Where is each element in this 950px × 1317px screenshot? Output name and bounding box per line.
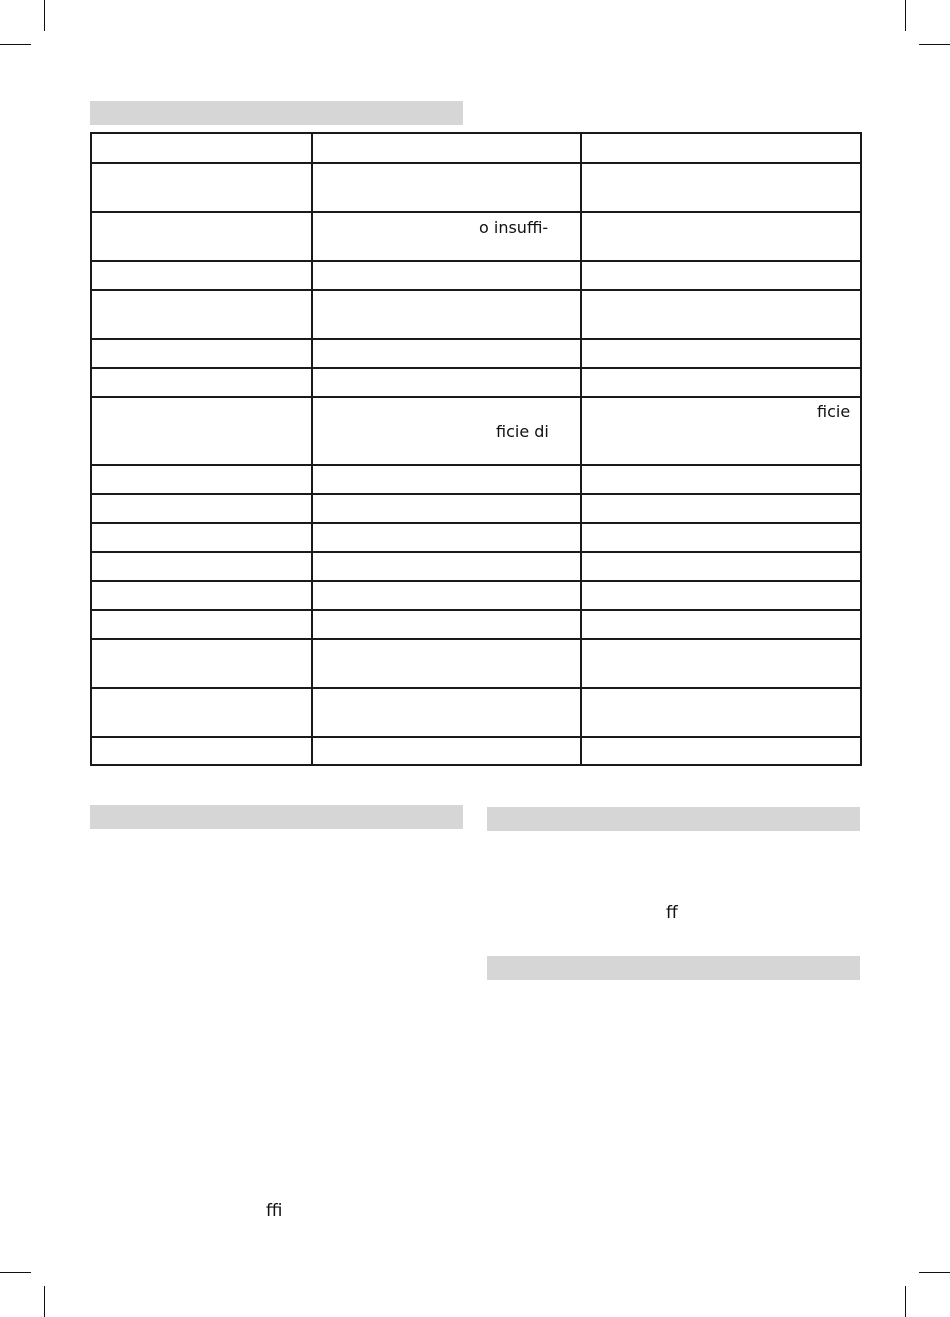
cell-text-fragment: ficie bbox=[817, 402, 851, 421]
table-cell bbox=[581, 688, 861, 737]
table-cell bbox=[581, 133, 861, 163]
table-cell bbox=[312, 212, 581, 261]
table-cell bbox=[312, 688, 581, 737]
table-cell bbox=[312, 290, 581, 339]
crop-mark-top-left-vertical bbox=[44, 0, 45, 31]
table-cell bbox=[312, 552, 581, 581]
troubleshooting-table bbox=[90, 132, 862, 766]
table-cell bbox=[581, 368, 861, 397]
table-cell bbox=[91, 494, 312, 523]
table-row bbox=[91, 523, 861, 552]
table-cell bbox=[91, 212, 312, 261]
table-cell bbox=[91, 610, 312, 639]
left-section-heading-bar bbox=[90, 805, 463, 829]
table-cell bbox=[581, 397, 861, 465]
left-section-text-fragment: ffi bbox=[266, 1201, 283, 1221]
table-cell bbox=[312, 133, 581, 163]
crop-mark-bottom-left-vertical bbox=[44, 1286, 45, 1317]
table-row bbox=[91, 465, 861, 494]
table-cell bbox=[312, 339, 581, 368]
table-row bbox=[91, 368, 861, 397]
table-row bbox=[91, 688, 861, 737]
table-cell bbox=[91, 639, 312, 688]
table-cell bbox=[581, 552, 861, 581]
table-cell bbox=[91, 397, 312, 465]
table-row bbox=[91, 610, 861, 639]
crop-mark-top-right-horizontal bbox=[919, 44, 950, 45]
table-row bbox=[91, 639, 861, 688]
table-row bbox=[91, 212, 861, 261]
table-cell bbox=[312, 610, 581, 639]
table-cell bbox=[91, 133, 312, 163]
table-row bbox=[91, 133, 861, 163]
right-section-heading-bar bbox=[487, 807, 860, 831]
crop-mark-top-right-vertical bbox=[905, 0, 906, 31]
crop-mark-top-left-horizontal bbox=[0, 44, 31, 45]
table-cell bbox=[581, 494, 861, 523]
table-cell bbox=[91, 261, 312, 290]
table-row bbox=[91, 552, 861, 581]
table-cell bbox=[91, 737, 312, 765]
table-cell bbox=[581, 290, 861, 339]
table-cell bbox=[91, 163, 312, 212]
cell-text-fragment: o insuffi- bbox=[479, 218, 549, 237]
crop-mark-bottom-right-vertical bbox=[905, 1286, 906, 1317]
cell-text-fragment: ficie di bbox=[496, 422, 549, 441]
table-row bbox=[91, 494, 861, 523]
table-cell bbox=[312, 397, 581, 465]
table-cell bbox=[581, 610, 861, 639]
table-cell bbox=[312, 465, 581, 494]
table-row bbox=[91, 397, 861, 465]
table-row bbox=[91, 290, 861, 339]
table-cell bbox=[312, 581, 581, 610]
table-cell bbox=[581, 339, 861, 368]
table-row bbox=[91, 581, 861, 610]
table-cell bbox=[581, 261, 861, 290]
table-cell bbox=[91, 339, 312, 368]
table-cell bbox=[91, 688, 312, 737]
right-section-text-fragment: ff bbox=[666, 903, 678, 923]
table-cell bbox=[581, 163, 861, 212]
table-cell bbox=[312, 163, 581, 212]
table-cell bbox=[581, 523, 861, 552]
table-cell bbox=[581, 581, 861, 610]
table-cell bbox=[91, 368, 312, 397]
table-cell bbox=[312, 261, 581, 290]
table-cell bbox=[581, 737, 861, 765]
crop-mark-bottom-right-horizontal bbox=[919, 1272, 950, 1273]
table-cell bbox=[312, 494, 581, 523]
table-cell bbox=[581, 639, 861, 688]
table-cell bbox=[91, 290, 312, 339]
table-cell bbox=[312, 523, 581, 552]
table-cell bbox=[91, 465, 312, 494]
right-lower-section-heading-bar bbox=[487, 956, 860, 980]
table-cell bbox=[581, 465, 861, 494]
table-cell bbox=[312, 737, 581, 765]
table-cell bbox=[91, 552, 312, 581]
table-cell bbox=[581, 212, 861, 261]
table-row bbox=[91, 339, 861, 368]
crop-mark-bottom-left-horizontal bbox=[0, 1272, 31, 1273]
table-cell bbox=[312, 639, 581, 688]
table-heading-bar bbox=[90, 101, 463, 125]
table-row bbox=[91, 261, 861, 290]
table-row bbox=[91, 737, 861, 765]
table-cell bbox=[91, 523, 312, 552]
table-cell bbox=[312, 368, 581, 397]
table-cell bbox=[91, 581, 312, 610]
table-row bbox=[91, 163, 861, 212]
